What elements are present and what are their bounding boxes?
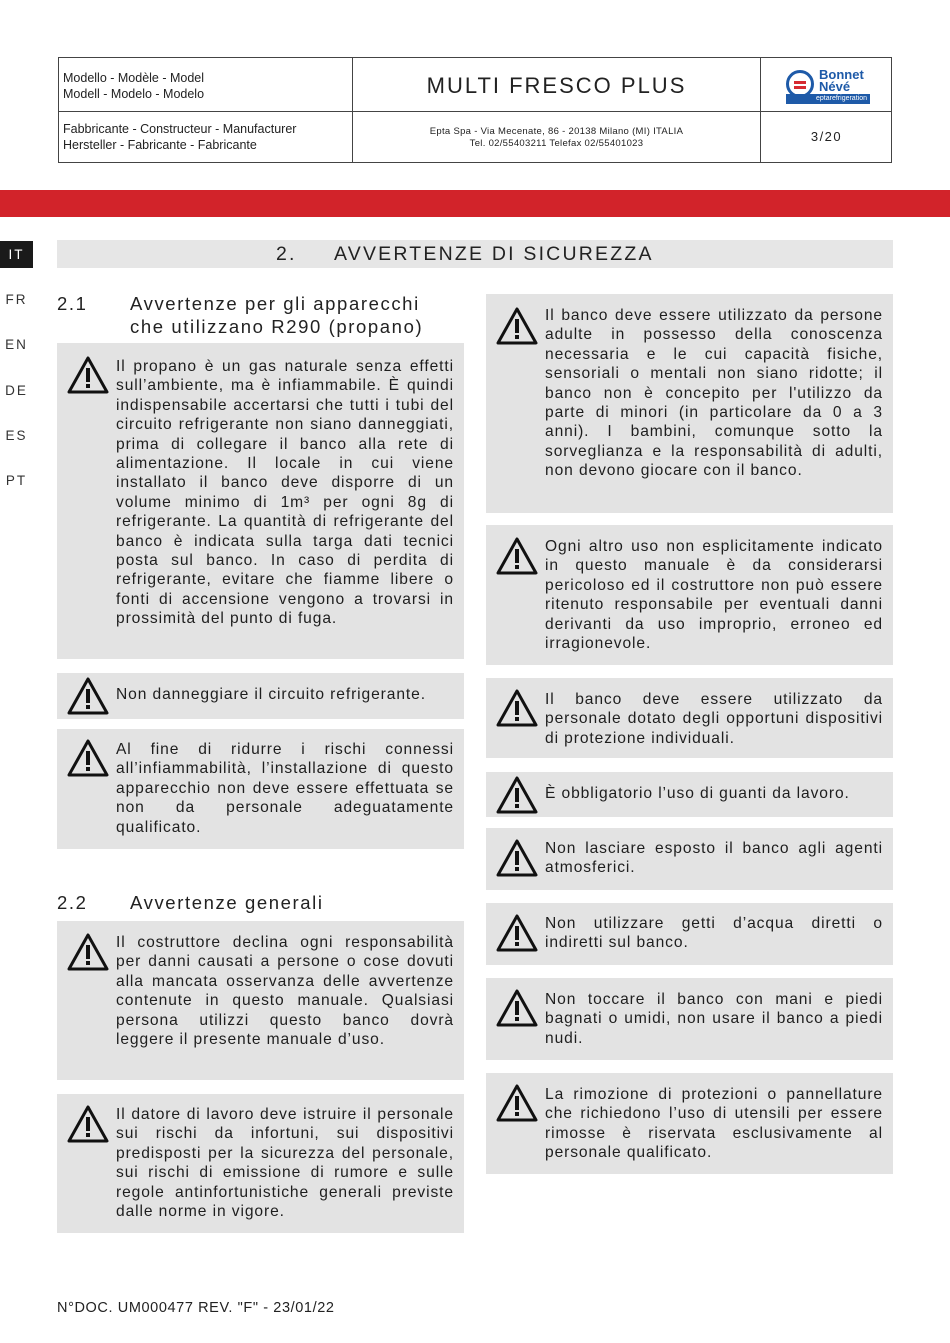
warning-text: Il banco deve essere utilizzato da persone adulte in possesso della conoscenza necessaria e le cui capacità fisiche, sensoriali o mentali non siano ridotte; il banco non è concepito per l'utilizzo da parte di minori (in particolare da 0 a 3 anni). I bambini, comunque sotto la sorveglianza e la responsabilità di adulti, non devono giocare con il banco.: [545, 307, 883, 480]
red-divider-band: [0, 190, 950, 217]
warning-text: Il datore di lavoro deve istruire il personale sui rischi da infortuni, sui dispositivi predisposti per la sicurezza del personale, sui rischi di emissione di rumore e sulle regole antinfortunistiche generali previste dalle norme in vigore.: [116, 1106, 454, 1221]
warning-box: [486, 525, 893, 665]
subsection-2-1-heading: 2.1 Avvertenze per gli apparecchi che utilizzano R290 (propano): [57, 293, 424, 337]
warning-triangle-icon: [66, 676, 110, 716]
warning-text: Non danneggiare il circuito refrigerante.: [116, 686, 426, 703]
warning-box: [486, 828, 893, 890]
lang-tab-es[interactable]: ES: [5, 428, 28, 443]
warning-text: Ogni altro uso non esplicitamente indicato in questo manuale è da considerarsi pericoloso ed il costruttore non può essere ritenuto responsabile per eventuali danni derivanti da uso improprio, erroneo ed irragionevole.: [545, 538, 883, 653]
warning-box: [57, 343, 464, 659]
warning-text: Non utilizzare getti d’acqua diretti o indiretti sul banco.: [545, 915, 883, 952]
warning-triangle-icon: [66, 1104, 110, 1144]
warning-triangle-icon: [495, 1083, 539, 1123]
warning-triangle-icon: [495, 775, 539, 815]
warning-triangle-icon: [495, 306, 539, 346]
warning-box: [57, 921, 464, 1080]
warning-triangle-icon: [495, 838, 539, 878]
warning-triangle-icon: [66, 932, 110, 972]
warning-box: [57, 729, 464, 849]
warning-box: [486, 978, 893, 1060]
lang-tab-fr[interactable]: FR: [5, 292, 28, 307]
warning-text: Non toccare il banco con mani e piedi bagnati o umidi, non usare il banco a piedi nudi.: [545, 991, 883, 1047]
product-title: MULTI FRESCO PLUS: [353, 58, 761, 112]
warning-text: La rimozione di protezioni o pannellature che richiedono l’uso di utensili per essere rimosse è riservata esclusivamente al personale qualificato.: [545, 1086, 883, 1162]
warning-triangle-icon: [495, 688, 539, 728]
model-label: Modello - Modèle - Model Modell - Modelo - Modelo: [59, 58, 353, 112]
warning-box: [486, 678, 893, 758]
warning-text: Il propano è un gas naturale senza effetti sull’ambiente, ma è infiammabile. È quindi indispensabile accertarsi che tutti i tubi del circuito refrigerante non siano danneggiati, prima di collegare il banco alla rete di alimentazione. Il locale in cui viene installato il banco deve disporre di un volume minimo di 1m³ per ogni 8g di refrigerante. La quantità di refrigerante del banco è indicata sulla targa dati tecnici posta sul banco. In caso di perdita di refrigerante, evitare che fiamme libere o fonti di accensione vengono a trovarsi in prossimità del punto di fuga.: [116, 358, 454, 628]
warning-triangle-icon: [495, 536, 539, 576]
document-reference: N°DOC. UM000477 REV. "F" - 23/01/22: [57, 1300, 335, 1316]
subsection-2-2-heading: 2.2 Avvertenze generali: [57, 892, 324, 913]
section-title: 2. AVVERTENZE DI SICUREZZA: [57, 240, 893, 268]
lang-tab-pt[interactable]: PT: [5, 473, 28, 488]
warning-triangle-icon: [495, 988, 539, 1028]
warning-triangle-icon: [495, 913, 539, 953]
warning-text: Il costruttore declina ogni responsabilità per danni causati a persone o cose dovuti alla mancata osservanza delle avvertenze contenute in questo manuale. Qualsiasi persona utilizzi questo banco dovrà leggere il presente manuale d’uso.: [116, 934, 454, 1049]
warning-box: [57, 673, 464, 719]
manufacturer-address: Epta Spa - Via Mecenate, 86 - 20138 Milano (MI) ITALIA Tel. 02/55403211 Telefax 02/55401023: [353, 112, 761, 163]
page-number: 3/20: [810, 129, 843, 144]
lang-tab-en[interactable]: EN: [5, 337, 28, 352]
warning-text: È obbligatorio l’uso di guanti da lavoro.: [545, 785, 850, 802]
warning-triangle-icon: [66, 355, 110, 395]
warning-box: [486, 772, 893, 817]
lang-tab-it[interactable]: IT: [0, 241, 33, 268]
warning-box: [57, 1094, 464, 1233]
warning-text: Non lasciare esposto il banco agli agenti atmosferici.: [545, 840, 883, 877]
manufacturer-label: Fabbricante - Constructeur - Manufacturer Hersteller - Fabricante - Fabricante: [59, 112, 353, 163]
warning-triangle-icon: [66, 738, 110, 778]
warning-text: Al fine di ridurre i rischi connessi all’infiammabilità, l’installazione di questo apparecchio non deve essere effettuata se non da personale adeguatamente qualificato.: [116, 741, 454, 836]
bonnet-neve-logo: Bonnet Névé eptarefrigeration: [786, 67, 872, 105]
warning-box: [486, 1073, 893, 1174]
warning-box: [486, 903, 893, 965]
warning-text: Il banco deve essere utilizzato da personale dotato degli opportuni dispositivi di protezione individuali.: [545, 691, 883, 747]
brand-logo-cell: [761, 58, 892, 112]
document-header: [58, 57, 892, 163]
warning-box: [486, 294, 893, 513]
lang-tab-de[interactable]: DE: [5, 383, 28, 398]
